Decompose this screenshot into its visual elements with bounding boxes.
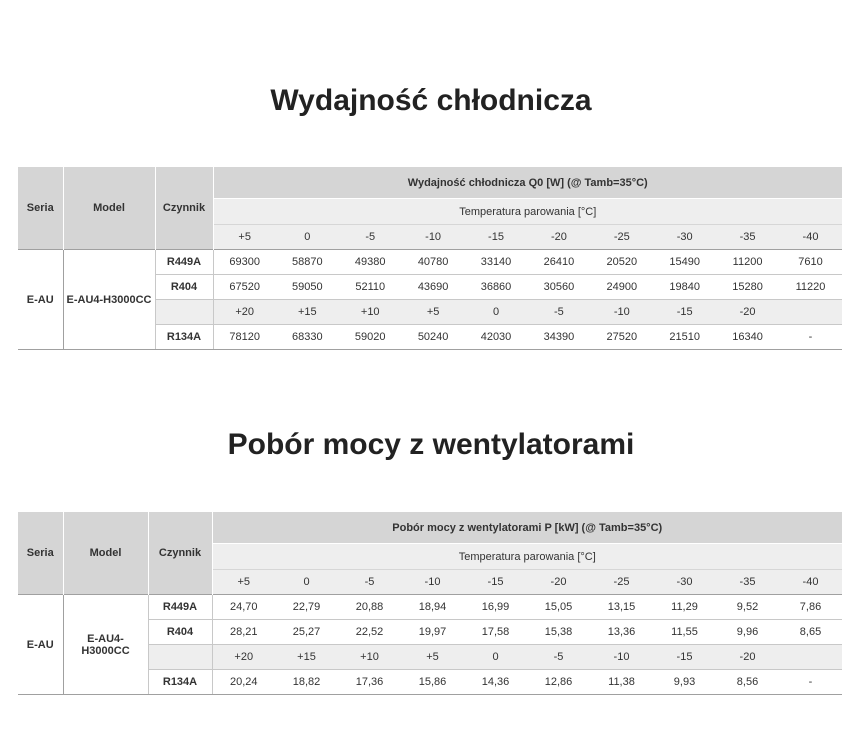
value-cell: 22,79 xyxy=(275,595,338,620)
cooling-capacity-title: Wydajność chłodnicza xyxy=(270,84,592,117)
value-cell: - xyxy=(779,325,842,350)
value-cell: -5 xyxy=(527,645,590,670)
temperature-header-cell: 0 xyxy=(275,570,338,595)
value-cell: 43690 xyxy=(402,275,465,300)
value-cell: 16340 xyxy=(716,325,779,350)
value-cell: 15280 xyxy=(716,275,779,300)
value-cell xyxy=(779,645,842,670)
seria-cell: E-AU xyxy=(18,250,63,350)
column-header-seria: Seria xyxy=(18,167,63,250)
power-consumption-title: Pobór mocy z wentylatorami xyxy=(227,428,635,461)
table-row xyxy=(18,250,842,275)
refrigerant-cell: R134A xyxy=(155,325,213,350)
value-cell: 8,56 xyxy=(716,670,779,695)
value-cell: 16,99 xyxy=(464,595,527,620)
value-cell: 21510 xyxy=(653,325,716,350)
refrigerant-cell: R449A xyxy=(148,595,212,620)
value-cell: 26410 xyxy=(527,250,590,275)
value-cell: 13,15 xyxy=(590,595,653,620)
value-cell: 14,36 xyxy=(464,670,527,695)
value-cell: -20 xyxy=(716,645,779,670)
value-cell: 40780 xyxy=(402,250,465,275)
value-cell: 25,27 xyxy=(275,620,338,645)
refrigerant-cell: R134A xyxy=(148,670,212,695)
value-cell: 68330 xyxy=(276,325,339,350)
temperature-header-cell: +5 xyxy=(212,570,275,595)
cooling-capacity-table xyxy=(18,167,842,350)
temperature-header-cell: -25 xyxy=(590,570,653,595)
temperature-header-cell: -15 xyxy=(464,570,527,595)
value-cell: +15 xyxy=(276,300,339,325)
value-cell: 9,93 xyxy=(653,670,716,695)
value-cell: 9,52 xyxy=(716,595,779,620)
value-cell: 15,38 xyxy=(527,620,590,645)
temperature-header-cell: -10 xyxy=(401,570,464,595)
value-cell: 34390 xyxy=(527,325,590,350)
value-cell: 0 xyxy=(465,300,528,325)
value-cell: 13,36 xyxy=(590,620,653,645)
temperature-header-cell: -20 xyxy=(527,570,590,595)
value-cell: 17,58 xyxy=(464,620,527,645)
value-cell: 9,96 xyxy=(716,620,779,645)
value-cell: 67520 xyxy=(213,275,276,300)
refrigerant-cell: R404 xyxy=(155,275,213,300)
temperature-header-cell: -35 xyxy=(716,225,779,250)
refrigerant-cell-empty xyxy=(155,300,213,325)
value-cell: 0 xyxy=(464,645,527,670)
value-cell: 19,97 xyxy=(401,620,464,645)
value-cell: +20 xyxy=(213,300,276,325)
value-cell xyxy=(779,300,842,325)
value-cell: 27520 xyxy=(590,325,653,350)
value-cell: 19840 xyxy=(653,275,716,300)
value-cell: 36860 xyxy=(465,275,528,300)
temperature-header-cell: -35 xyxy=(716,570,779,595)
table-main-header: Wydajność chłodnicza Q0 [W] (@ Tamb=35°C) xyxy=(213,167,842,199)
column-header-seria: Seria xyxy=(18,512,63,595)
temperature-header-cell: +5 xyxy=(213,225,276,250)
value-cell: -20 xyxy=(716,300,779,325)
value-cell: 42030 xyxy=(465,325,528,350)
value-cell: 15,86 xyxy=(401,670,464,695)
value-cell: -5 xyxy=(527,300,590,325)
value-cell: +15 xyxy=(275,645,338,670)
value-cell: - xyxy=(779,670,842,695)
value-cell: 33140 xyxy=(465,250,528,275)
value-cell: 78120 xyxy=(213,325,276,350)
value-cell: 12,86 xyxy=(527,670,590,695)
value-cell: 49380 xyxy=(339,250,402,275)
table-row xyxy=(18,595,842,620)
value-cell: 18,82 xyxy=(275,670,338,695)
value-cell: 20,88 xyxy=(338,595,401,620)
temperature-header-cell: -40 xyxy=(779,225,842,250)
value-cell: 24,70 xyxy=(212,595,275,620)
refrigerant-cell: R449A xyxy=(155,250,213,275)
value-cell: 22,52 xyxy=(338,620,401,645)
temperature-header-cell: -10 xyxy=(402,225,465,250)
model-cell: E-AU4-H3000CC xyxy=(63,595,148,695)
value-cell: +20 xyxy=(212,645,275,670)
value-cell: 15,05 xyxy=(527,595,590,620)
value-cell: +5 xyxy=(401,645,464,670)
temperature-header-cell: -5 xyxy=(338,570,401,595)
column-header-czynnik: Czynnik xyxy=(155,167,213,250)
temperature-header-cell: -40 xyxy=(779,570,842,595)
temperature-header-cell: 0 xyxy=(276,225,339,250)
temperature-header-cell: -30 xyxy=(653,225,716,250)
temperature-header-cell: -20 xyxy=(527,225,590,250)
value-cell: 59050 xyxy=(276,275,339,300)
model-cell: E-AU4-H3000CC xyxy=(63,250,155,350)
seria-cell: E-AU xyxy=(18,595,63,695)
column-header-model: Model xyxy=(63,512,148,595)
value-cell: -10 xyxy=(590,645,653,670)
value-cell: +5 xyxy=(402,300,465,325)
power-consumption-table xyxy=(18,512,842,695)
value-cell: 11200 xyxy=(716,250,779,275)
value-cell: 11,55 xyxy=(653,620,716,645)
value-cell: 11220 xyxy=(779,275,842,300)
refrigerant-cell-empty xyxy=(148,645,212,670)
value-cell: 50240 xyxy=(402,325,465,350)
refrigerant-cell: R404 xyxy=(148,620,212,645)
temperature-subheader: Temperatura parowania [°C] xyxy=(213,199,842,225)
value-cell: 15490 xyxy=(653,250,716,275)
value-cell: 28,21 xyxy=(212,620,275,645)
temperature-header-cell: -30 xyxy=(653,570,716,595)
table-main-header: Pobór mocy z wentylatorami P [kW] (@ Tamb=35°C) xyxy=(212,512,842,544)
value-cell: 69300 xyxy=(213,250,276,275)
value-cell: 52110 xyxy=(339,275,402,300)
column-header-model: Model xyxy=(63,167,155,250)
temperature-header-cell: -5 xyxy=(339,225,402,250)
value-cell: 7,86 xyxy=(779,595,842,620)
value-cell: 18,94 xyxy=(401,595,464,620)
value-cell: 59020 xyxy=(339,325,402,350)
temperature-header-cell: -15 xyxy=(465,225,528,250)
value-cell: 8,65 xyxy=(779,620,842,645)
value-cell: -10 xyxy=(590,300,653,325)
value-cell: -15 xyxy=(653,645,716,670)
value-cell: +10 xyxy=(339,300,402,325)
value-cell: 11,29 xyxy=(653,595,716,620)
value-cell: 7610 xyxy=(779,250,842,275)
column-header-czynnik: Czynnik xyxy=(148,512,212,595)
value-cell: 20520 xyxy=(590,250,653,275)
value-cell: +10 xyxy=(338,645,401,670)
value-cell: 58870 xyxy=(276,250,339,275)
value-cell: -15 xyxy=(653,300,716,325)
temperature-header-cell: -25 xyxy=(590,225,653,250)
value-cell: 24900 xyxy=(590,275,653,300)
value-cell: 20,24 xyxy=(212,670,275,695)
temperature-subheader: Temperatura parowania [°C] xyxy=(212,544,842,570)
value-cell: 30560 xyxy=(527,275,590,300)
value-cell: 17,36 xyxy=(338,670,401,695)
value-cell: 11,38 xyxy=(590,670,653,695)
